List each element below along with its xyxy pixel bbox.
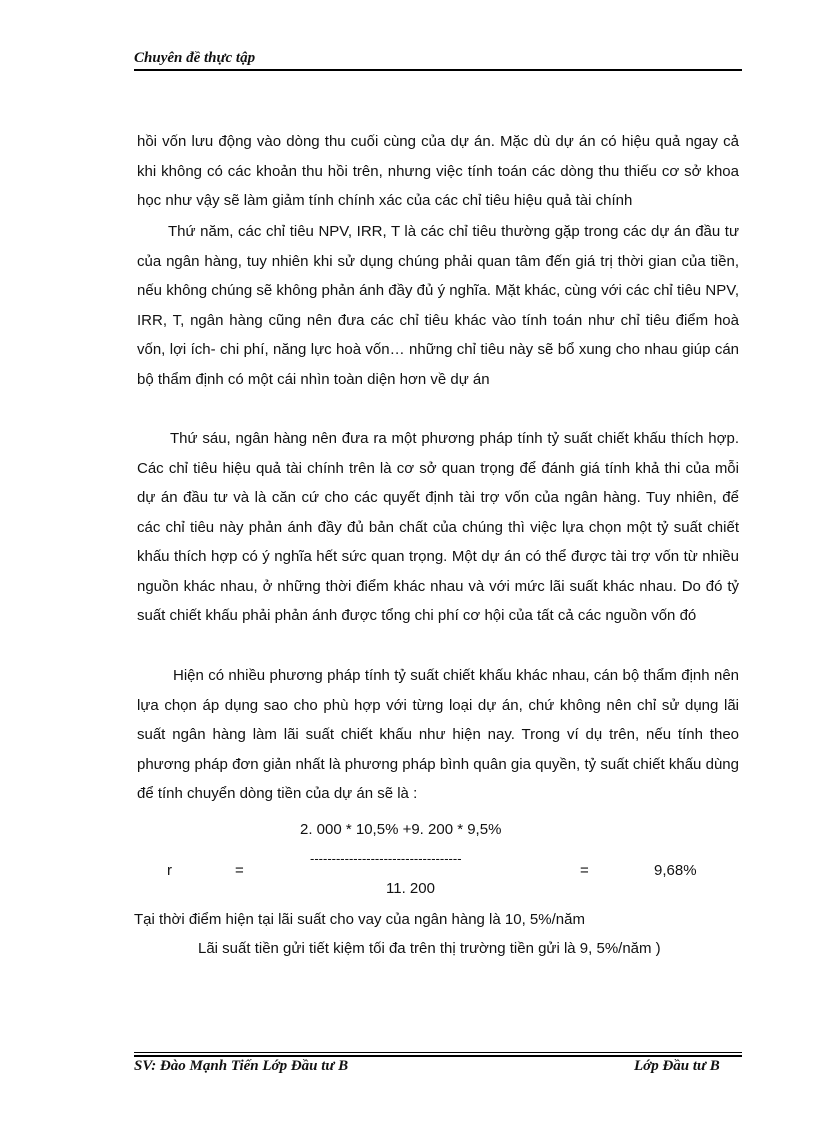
footer-divider-thick — [134, 1055, 742, 1057]
formula-variable: r — [167, 862, 172, 879]
paragraph-1: hồi vốn lưu động vào dòng thu cuối cùng của dự án. Mặc dù dự án có hiệu quả ngay cả khi không có các khoản thu hồi trên, nhưng việc tính toán các dòng thu thiếu cơ sở khoa học như vậy sẽ làm giảm tính chính xác của các chỉ tiêu hiệu quả tài chính — [137, 133, 739, 209]
paragraph-4: Hiện có nhiều phương pháp tính tỷ suất chiết khấu khác nhau, cán bộ thẩm định nên lựa chọn áp dụng sao cho phù hợp với từng loại dự án, chứ không nên chỉ sử dụng lãi suất ngân hàng làm lãi suất chiết khấu như hiện nay. Trong ví dụ trên, nếu tính theo phương pháp đơn giản nhất là phương pháp bình quân gia quyền, tỷ suất chiết khấu dùng để tính chuyển dòng tiền của dự án sẽ là : — [137, 667, 739, 802]
formula-denominator: 11. 200 — [386, 880, 435, 897]
note-line-1: Tại thời điểm hiện tại lãi suất cho vay của ngân hàng là 10, 5%/năm — [134, 911, 585, 928]
formula-equals-1: = — [235, 862, 244, 879]
page-header-title: Chuyên đề thực tập — [134, 50, 742, 71]
paragraph-2: Thứ năm, các chỉ tiêu NPV, IRR, T là các chỉ tiêu thường gặp trong các dự án đầu tư của ngân hàng, tuy nhiên khi sử dụng chúng phải quan tâm đến giá trị thời gian của tiền, nếu không chúng sẽ không phản ánh đầy đủ ý nghĩa. Mặt khác, cùng với các chỉ tiêu NPV, IRR, T, ngân hàng cũng nên đưa các chỉ tiêu khác vào tính toán như chỉ tiêu điểm hoà vốn, lợi ích- chi phí, năng lực hoà vốn… những chỉ tiêu này sẽ bổ xung cho nhau giúp cán bộ thẩm định có một cái nhìn toàn diện hơn về dự án — [137, 223, 739, 388]
footer-divider-thin — [134, 1052, 742, 1053]
paragraph-3: Thứ sáu, ngân hàng nên đưa ra một phương pháp tính tỷ suất chiết khấu thích hợp. Các chỉ tiêu hiệu quả tài chính trên là cơ sở quan trọng để đánh giá tính khả thi của mỗi dự án đầu tư và là căn cứ cho các quyết định tài trợ vốn của ngân hàng. Tuy nhiên, để các chỉ tiêu này phản ánh đầy đủ bản chất của chúng thì việc lựa chọn một tỷ suất chiết khấu thích hợp có ý nghĩa hết sức quan trọng. Một dự án có thể được tài trợ vốn từ nhiều nguồn khác nhau, ở những thời điểm khác nhau và với mức lãi suất khác nhau. Do đó tỷ suất chiết khấu phải phản ánh được tổng chi phí cơ hội của tất cả các nguồn vốn đó — [137, 430, 739, 624]
formula-equals-2: = — [580, 862, 589, 879]
note-line-2: Lãi suất tiền gửi tiết kiệm tối đa trên thị trường tiền gửi là 9, 5%/năm ) — [198, 940, 661, 957]
formula-fraction-line: ----------------------------------- — [310, 851, 462, 866]
formula-result: 9,68% — [654, 862, 697, 879]
footer-student: SV: Đào Mạnh Tiến Lớp Đầu tư B — [134, 1058, 349, 1074]
formula-numerator: 2. 000 * 10,5% +9. 200 * 9,5% — [300, 821, 502, 838]
footer-class: Lớp Đầu tư B — [634, 1058, 720, 1074]
